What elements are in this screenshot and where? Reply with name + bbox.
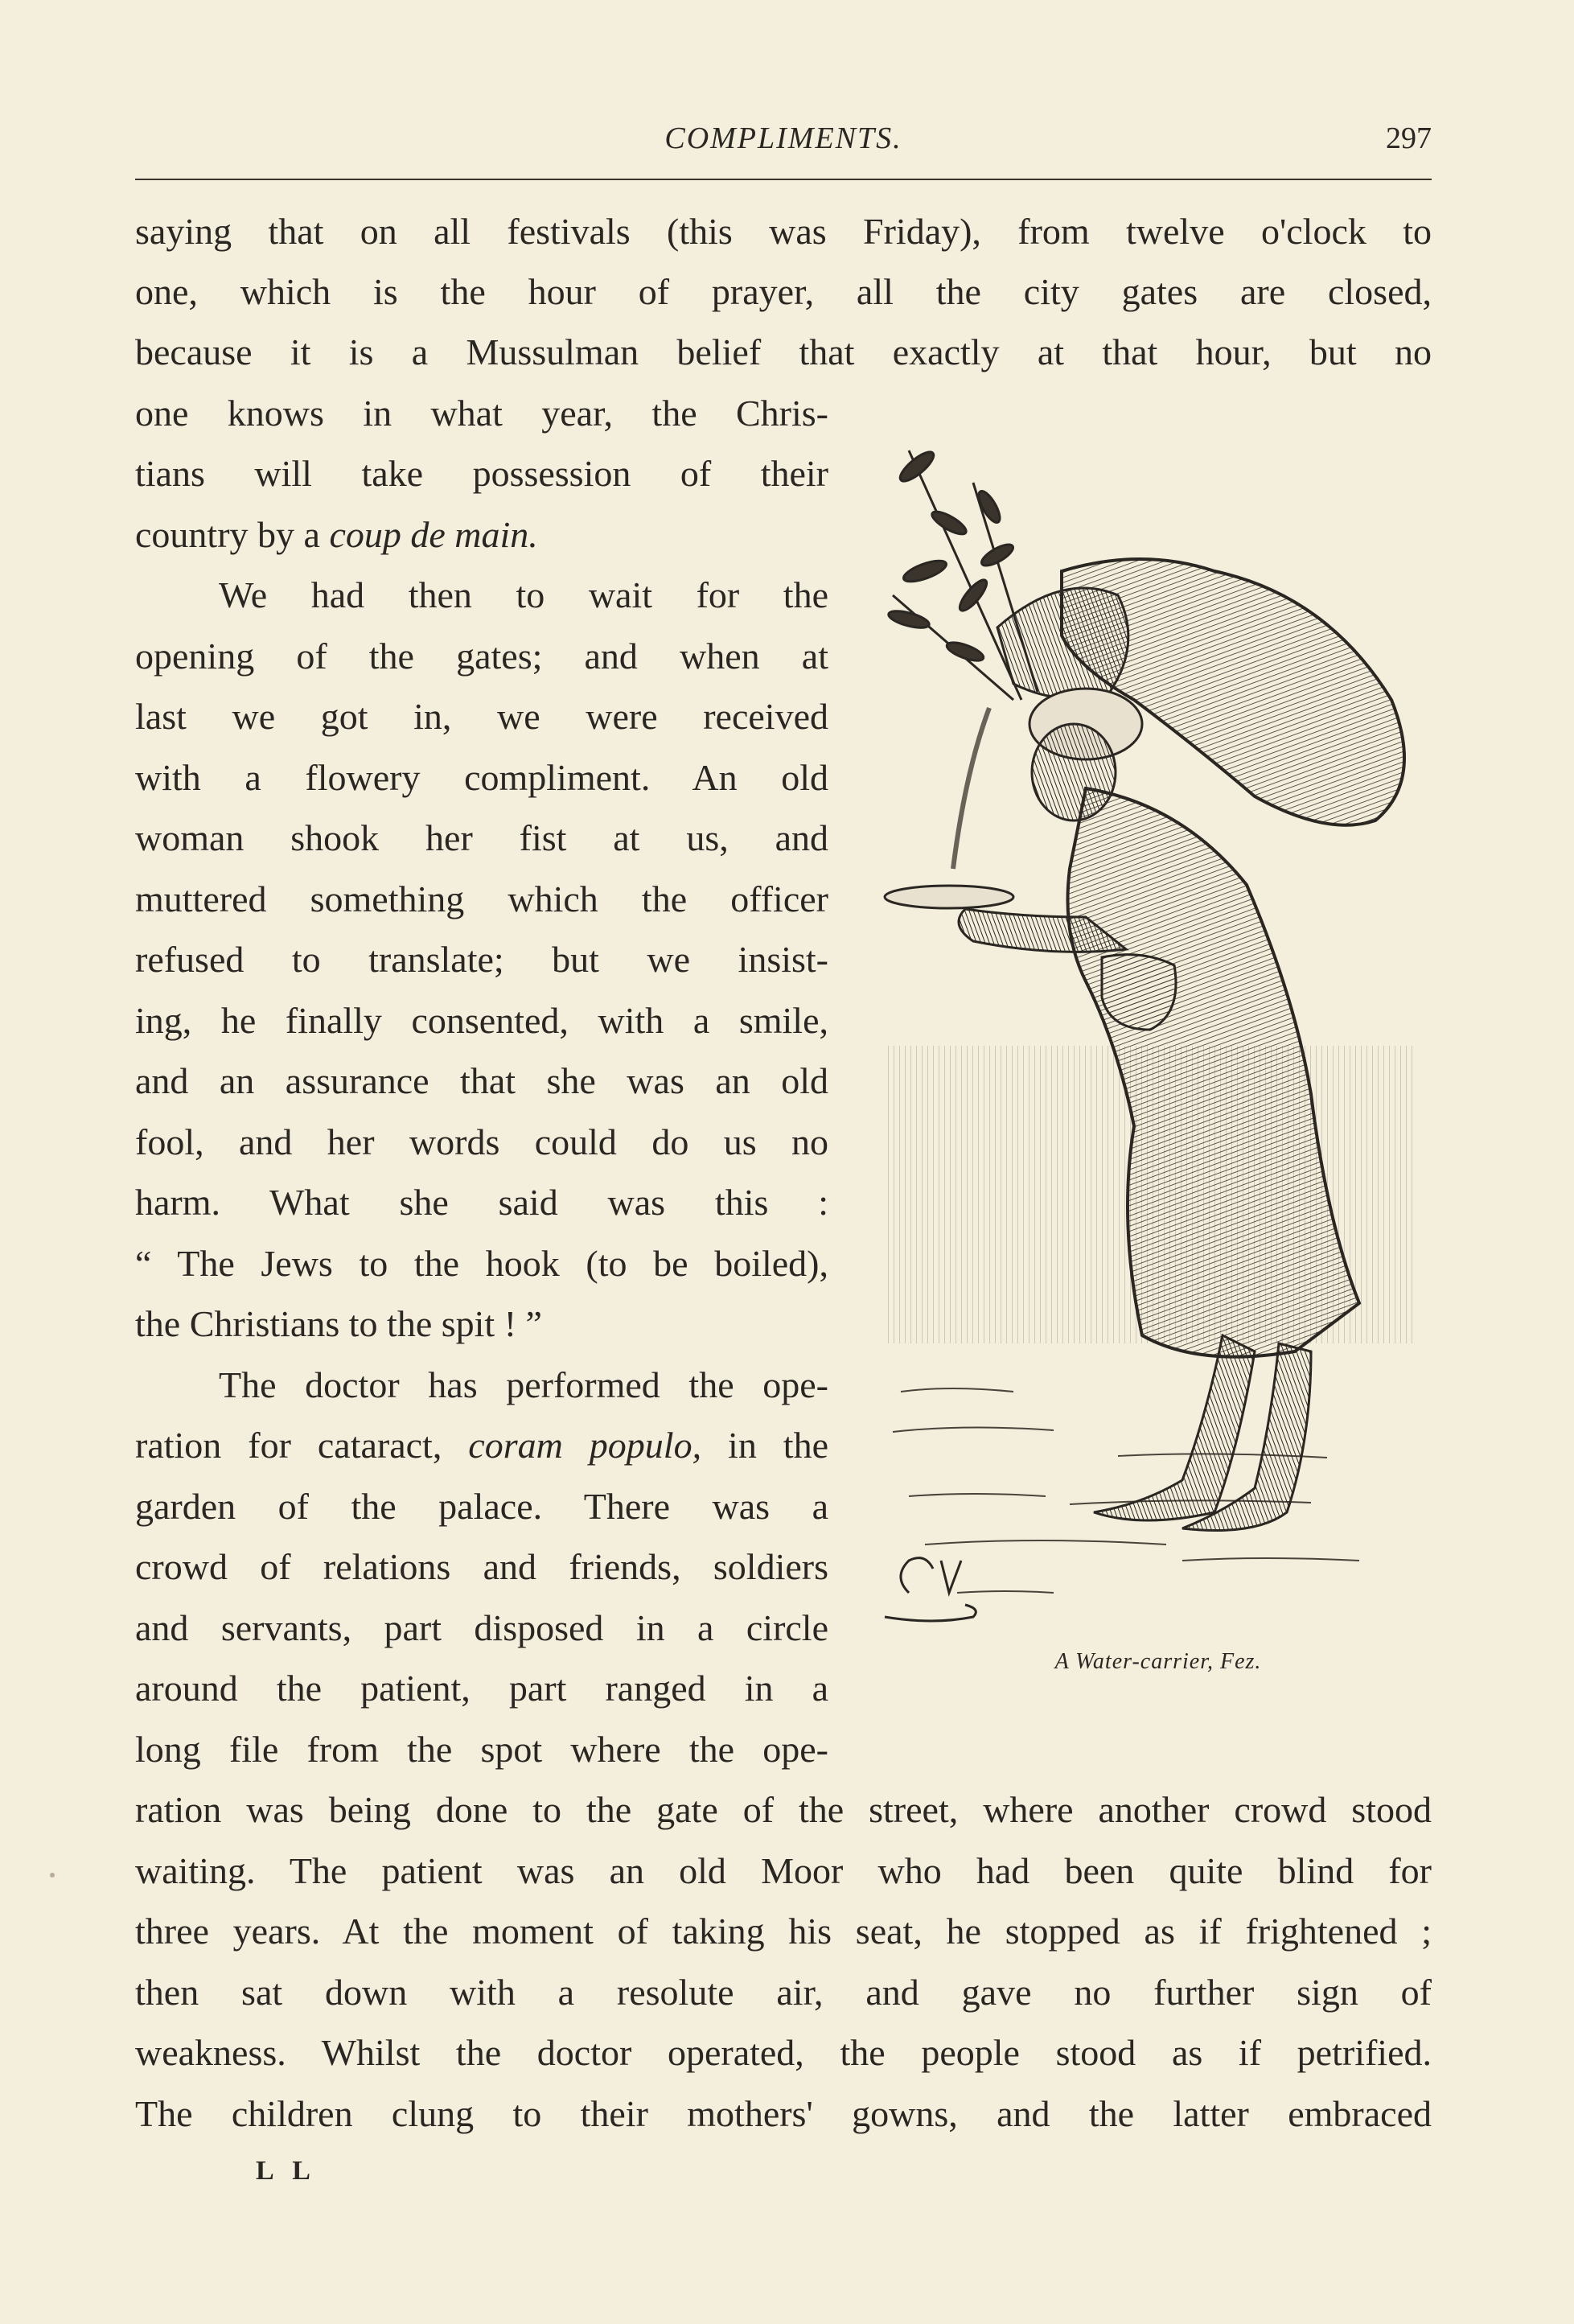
page-number: 297 <box>1386 121 1432 155</box>
text-line: The children clung to their mothers' gowns, and the latter embraced <box>135 2093 1432 2134</box>
text-span: country by a <box>135 514 330 555</box>
text-line: garden of the palace. There was a <box>135 1486 828 1527</box>
text-line: woman shook her fist at us, and <box>135 817 828 858</box>
text-line: one knows in what year, the Chris- <box>135 393 828 434</box>
text-line: opening of the gates; and when at <box>135 636 828 677</box>
text-line: crowd of relations and friends, soldiers <box>135 1546 828 1587</box>
figure-caption: A Water-carrier, Fez. <box>1054 1649 1262 1674</box>
text-line: around the patient, part ranged in a <box>135 1668 828 1709</box>
text-line: We had then to wait for the <box>219 574 828 615</box>
text-line: fool, and her words could do us no <box>135 1121 828 1162</box>
text-line: weakness. Whilst the doctor operated, the people stood as if petrified. <box>135 2032 1432 2073</box>
text-line: “ The Jews to the hook (to be boiled), <box>135 1243 828 1284</box>
header-rule <box>135 179 1432 180</box>
text-line: the Christians to the spit ! ” <box>135 1303 542 1344</box>
text-line: refused to translate; but we insist- <box>135 939 828 980</box>
text-line: with a flowery compliment. An old <box>135 757 828 798</box>
text-line: harm. What she said was this : <box>135 1182 828 1223</box>
water-carrier-engraving-icon <box>877 434 1440 1673</box>
text-line: long file from the spot where the ope- <box>135 1729 828 1770</box>
text-line: muttered something which the officer <box>135 878 828 919</box>
text-span: in the <box>701 1425 828 1466</box>
text-line: and servants, part disposed in a circle <box>135 1607 828 1648</box>
text-line <box>135 1421 828 1470</box>
text-line: three years. At the moment of taking his seat, he stopped as if frightened ; <box>135 1911 1432 1952</box>
text-line: last we got in, we were received <box>135 696 828 737</box>
text-line <box>135 511 828 559</box>
text-line: because it is a Mussulman belief that exactly at that hour, but no <box>135 331 1432 372</box>
running-head <box>135 121 1432 169</box>
signature-mark: L L <box>256 2156 317 2186</box>
paper-speck <box>50 1873 55 1878</box>
text-line: The doctor has performed the ope- <box>219 1364 828 1405</box>
text-line: one, which is the hour of prayer, all the city gates are closed, <box>135 271 1432 312</box>
text-line: then sat down with a resolute air, and gave no further sign of <box>135 1972 1432 2013</box>
italic-phrase: coram populo, <box>468 1425 702 1466</box>
text-line: saying that on all festivals (this was Friday), from twelve o'clock to <box>135 211 1432 252</box>
text-line: waiting. The patient was an old Moor who had been quite blind for <box>135 1850 1432 1891</box>
text-span: ration for cataract, <box>135 1425 469 1466</box>
text-line: ration was being done to the gate of the street, where another crowd stood <box>135 1789 1432 1830</box>
text-line: tians will take possession of their <box>135 453 828 494</box>
italic-phrase: coup de main. <box>329 514 538 555</box>
text-line: and an assurance that she was an old <box>135 1060 828 1101</box>
running-title: COMPLIMENTS. <box>664 121 902 155</box>
text-line: ing, he finally consented, with a smile, <box>135 1000 828 1041</box>
